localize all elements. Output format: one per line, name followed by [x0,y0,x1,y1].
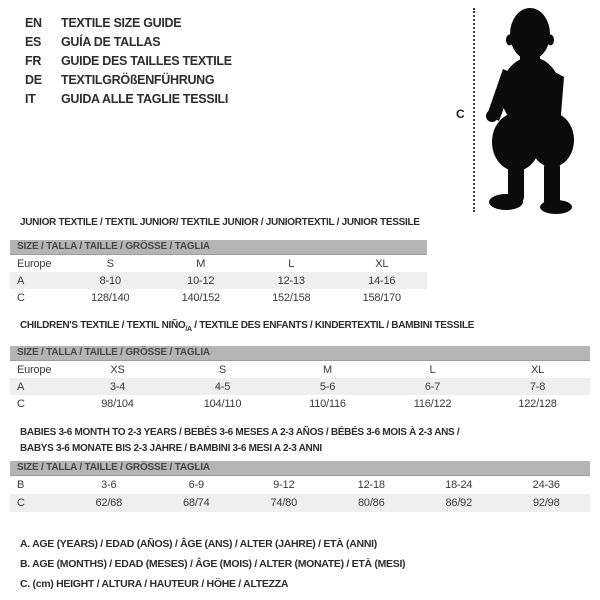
section-title-subscript: /A [185,326,192,333]
table-row [10,361,590,378]
language-title: GUIDA ALLE TAGLIE TESSILI [61,91,229,106]
table-cell: 4-5 [214,380,231,393]
table-cell: 3-4 [109,380,126,393]
table-row [10,289,427,306]
row-label: A [17,274,25,287]
table-cell: 158/170 [362,291,401,304]
table-cell: L [288,257,295,270]
table-cell: 110/116 [309,397,346,410]
row-label: Europe [17,363,52,376]
table-cell: 14-16 [368,274,396,287]
footnote-c: C. (cm) HEIGHT / ALTURA / HAUTEUR / HÖHE / ALTEZZA [20,578,289,590]
table-cell: L [429,363,436,376]
language-code: FR [25,53,42,68]
table-row [10,378,590,395]
language-code: EN [25,15,42,30]
table-cell: 8-10 [99,274,121,287]
table-row [10,494,590,512]
table-cell: XS [110,363,125,376]
baby-silhouette-image [483,3,583,215]
language-row [25,89,232,108]
table-cell: XL [375,257,389,270]
language-title: GUIDE DES TAILLES TEXTILE [61,53,232,68]
children-section-title [20,320,474,333]
table-cell: 152/158 [272,291,311,304]
row-label: C [17,397,25,410]
table-cell: 62/68 [95,497,123,509]
babies-section-title [20,425,459,457]
table-cell: S [106,257,114,270]
language-title: GUÍA DE TALLAS [61,34,161,49]
table-cell: XL [530,363,545,376]
table-cell: 12-18 [357,479,385,491]
table-cell: 10-12 [187,274,215,287]
size-header-bar: SIZE / TALLA / TAILLE / GRÖSSE / TAGLIA [10,346,590,361]
table-cell: 74/80 [270,497,298,509]
table-cell: 98/104 [101,397,134,410]
table-cell: 128/140 [91,291,130,304]
language-title: TEXTILE SIZE GUIDE [61,15,182,30]
footnote-legend [20,534,405,594]
size-header-bar: SIZE / TALLA / TAILLE / GRÖSSE / TAGLIA [10,240,427,255]
table-cell: 140/152 [181,291,220,304]
children-size-table [10,346,590,412]
table-row [10,395,590,412]
size-header-bar: SIZE / TALLA / TAILLE / GRÖSSE / TAGLIA [10,461,590,476]
table-cell: 80/86 [357,497,385,509]
table-cell: 6-9 [188,479,204,491]
row-label: Europe [17,257,52,270]
footnote-a: A. AGE (YEARS) / EDAD (AÑOS) / ÂGE (ANS) / ALTER (JAHRE) / ETÀ (ANNI) [20,538,377,550]
language-row [25,13,232,32]
section-title-text: / TEXTILE DES ENFANTS / KINDERTEXTIL / BAMBINI TESSILE [191,320,475,331]
table-cell: 92/98 [532,497,560,509]
junior-section-title [20,217,420,228]
table-cell: 9-12 [273,479,295,491]
table-cell: 18-24 [445,479,473,491]
section-title-text: JUNIOR TEXTILE / TEXTIL JUNIOR/ TEXTILE JUNIOR / JUNIORTEXTIL / JUNIOR TESSILE [20,217,420,228]
table-cell: 86/92 [445,497,473,509]
table-cell: 68/74 [182,497,210,509]
table-cell: M [196,257,206,270]
table-cell: S [218,363,227,376]
footnote-b: B. AGE (MONTHS) / EDAD (MESES) / ÂGE (MOIS) / ALTER (MONATE) / ETÀ (MESI) [20,558,406,570]
language-row [25,51,232,70]
row-label: C [17,291,25,304]
table-cell: 7-8 [529,380,546,393]
language-row [25,32,232,51]
table-cell: 104/110 [203,397,242,410]
table-cell: M [323,363,332,376]
junior-size-table [10,240,427,306]
babies-size-table [10,461,590,512]
row-label: B [17,479,25,491]
row-label: A [17,380,25,393]
language-row [25,70,232,89]
height-label-c: C [456,107,465,121]
table-row [10,476,590,494]
language-code: IT [25,91,36,106]
language-code: ES [25,34,42,49]
height-measure-dotted-line [473,8,475,212]
table-cell: 122/128 [518,397,557,410]
section-title-line2: BABYS 3-6 MONATE BIS 2-3 JAHRE / BAMBINI 3-6 MESI A 2-3 ANNI [20,443,322,454]
table-cell: 116/122 [413,397,452,410]
section-title-line1: BABIES 3-6 MONTH TO 2-3 YEARS / BEBÉS 3-6 MESES A 2-3 AÑOS / BÉBÉS 3-6 MOIS À 2-3 ANS / [20,427,460,438]
table-cell: 6-7 [424,380,441,393]
table-cell: 3-6 [101,479,117,491]
row-label: C [17,497,25,509]
table-row [10,255,427,272]
language-title-list [25,13,232,108]
table-row [10,272,427,289]
section-title-text: CHILDREN'S TEXTILE / TEXTIL NIÑO [20,320,186,331]
language-code: DE [25,72,42,87]
table-cell: 5-6 [319,380,336,393]
table-cell: 24-36 [532,479,560,491]
language-title: TEXTILGRÖßENFÜHRUNG [61,72,215,87]
table-cell: 12-13 [277,274,305,287]
